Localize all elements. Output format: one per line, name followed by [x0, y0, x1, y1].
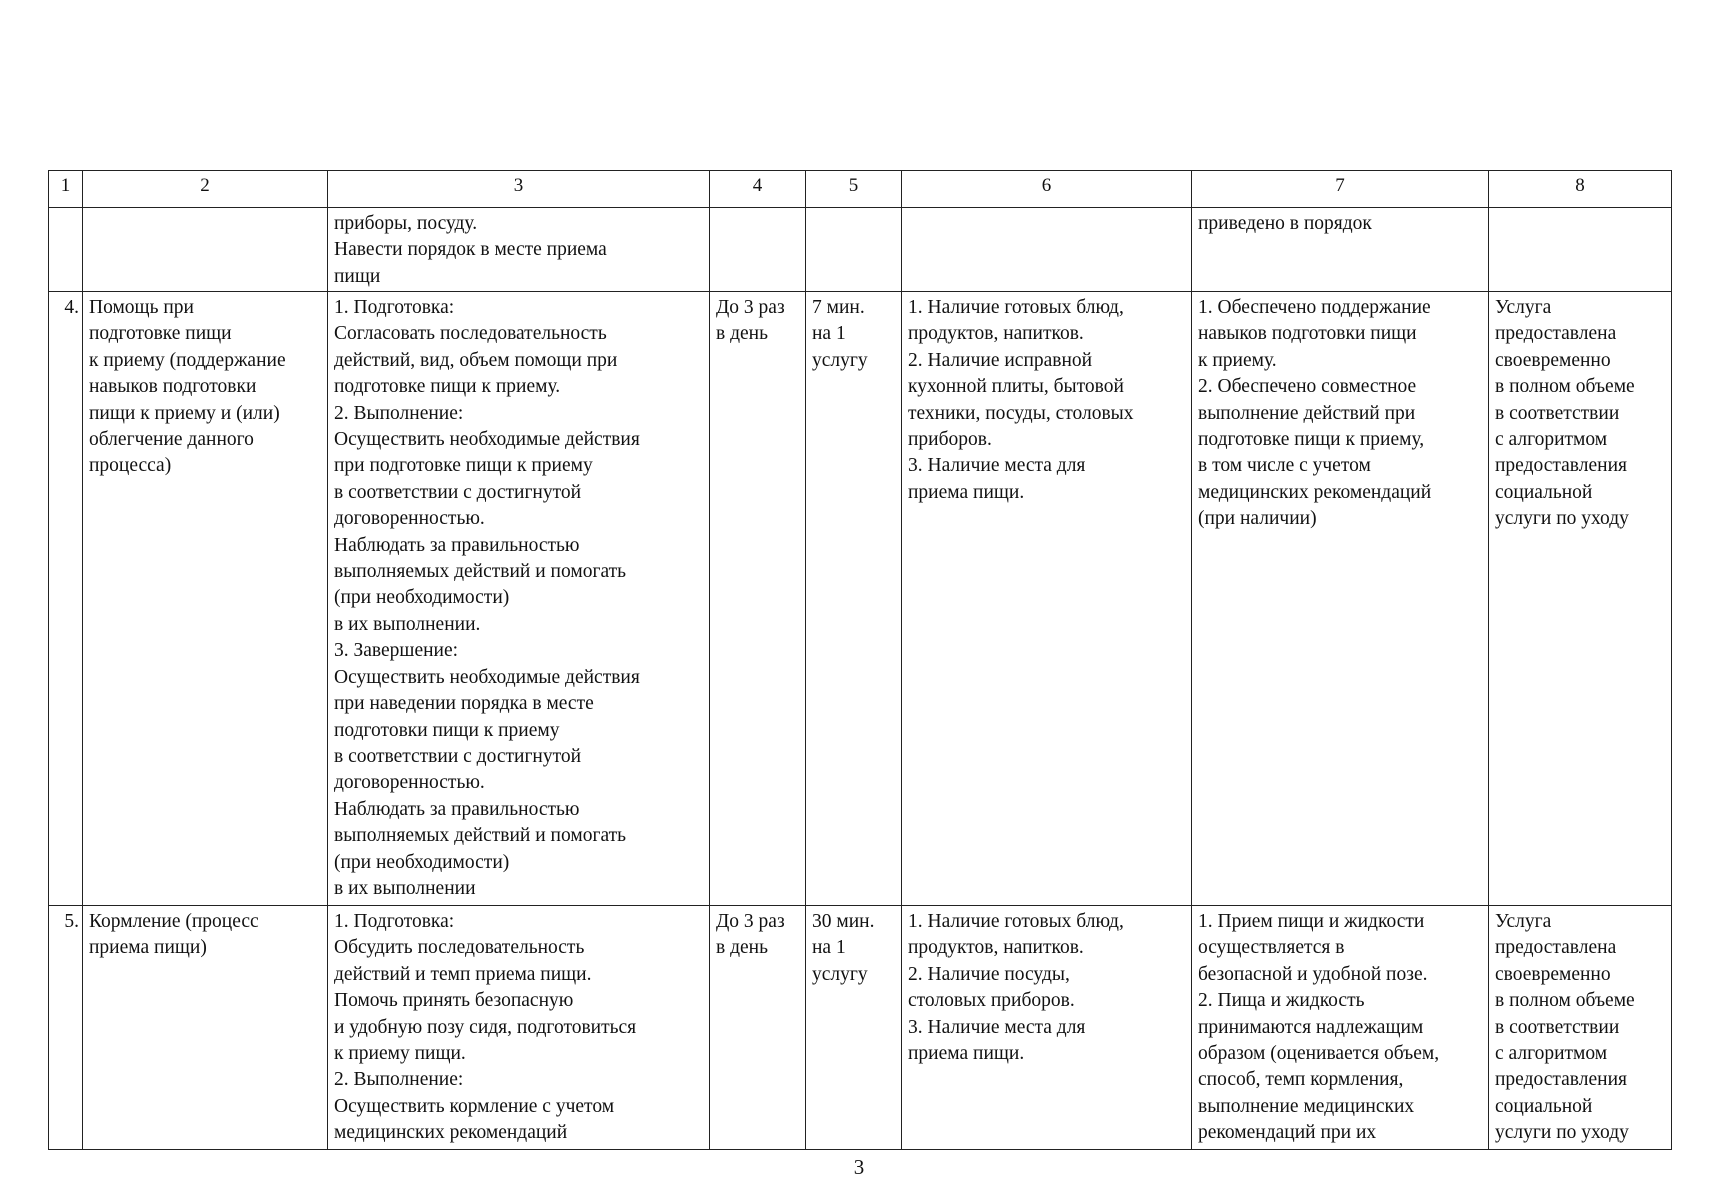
cell-line: предоставления [1495, 1069, 1627, 1091]
cell-line: при подготовке пищи к приему [334, 455, 593, 477]
cell-line: До 3 раз [716, 297, 785, 318]
row-number-cell: 5. [49, 906, 83, 1150]
cell-line: Помочь принять безопасную [334, 990, 574, 1012]
service-actions-cell [328, 292, 710, 906]
cell-line: техники, посуды, столовых [908, 402, 1134, 424]
cell-line: 3. Наличие места для [908, 1016, 1086, 1038]
cell-line: пищи к приему и (или) [89, 402, 280, 424]
cell-line: медицинских рекомендаций [1198, 481, 1432, 503]
cell-line: в том числе с учетом [1198, 455, 1371, 477]
service-actions-cell [328, 208, 710, 292]
column-number-cell: 7 [1192, 171, 1489, 208]
cell-line: приведено в порядок [1198, 213, 1372, 234]
cell-line: Услуга [1495, 911, 1552, 932]
evaluation-cell [1489, 208, 1672, 292]
cell-line: с алгоритмом [1495, 429, 1608, 451]
conditions-cell [902, 208, 1192, 292]
column-number-cell: 4 [710, 171, 806, 208]
service-name-cell [83, 208, 328, 292]
cell-line: Наблюдать за правильностью [334, 798, 580, 820]
cell-line: приборов. [908, 429, 992, 451]
column-number-cell: 8 [1489, 171, 1672, 208]
results-cell [1192, 292, 1489, 906]
cell-line: продуктов, напитков. [908, 323, 1084, 345]
cell-line: подготовке пищи к приему. [334, 376, 561, 398]
cell-line: пищи [334, 265, 381, 287]
cell-line: действий и темп приема пищи. [334, 963, 592, 985]
frequency-cell [710, 208, 806, 292]
column-number-row [49, 171, 1672, 208]
cell-line: предоставления [1495, 455, 1627, 477]
cell-line: Услуга [1495, 297, 1552, 318]
cell-line: выполнение действий при [1198, 402, 1416, 424]
cell-line: подготовке пищи к приему, [1198, 429, 1425, 451]
cell-line: 1. Обеспечено поддержание [1198, 297, 1431, 318]
cell-line: медицинских рекомендаций [334, 1122, 568, 1144]
cell-line: в соответствии с достигнутой [334, 745, 582, 767]
cell-line: безопасной и удобной позе. [1198, 963, 1428, 985]
cell-line: действий, вид, объем помощи при [334, 349, 618, 371]
cell-line: кухонной плиты, бытовой [908, 376, 1124, 398]
column-number-cell: 1 [49, 171, 83, 208]
cell-line: Согласовать последовательность [334, 323, 607, 345]
results-cell [1192, 208, 1489, 292]
cell-line: предоставлена [1495, 937, 1617, 959]
cell-line: Осуществить необходимые действия [334, 429, 640, 451]
cell-line: 2. Наличие исправной [908, 349, 1093, 371]
cell-line: своевременно [1495, 963, 1611, 985]
cell-line: Осуществить необходимые действия [334, 666, 640, 688]
cell-line: в полном объеме [1495, 376, 1635, 398]
cell-line: рекомендаций при их [1198, 1122, 1377, 1144]
cell-line: в день [716, 937, 768, 959]
table-row [49, 208, 1672, 292]
cell-line: 2. Выполнение: [334, 402, 464, 424]
cell-line: приема пищи. [908, 1043, 1025, 1065]
cell-line: выполнение медицинских [1198, 1095, 1415, 1117]
cell-line: подготовке пищи [89, 323, 232, 345]
table-row [49, 906, 1672, 1150]
cell-line: с алгоритмом [1495, 1043, 1608, 1065]
row-number-cell [49, 208, 83, 292]
cell-line: в соответствии [1495, 1016, 1620, 1038]
cell-line: Осуществить кормление с учетом [334, 1095, 615, 1117]
frequency-cell [710, 906, 806, 1150]
service-name-cell [83, 292, 328, 906]
cell-line: принимаются надлежащим [1198, 1016, 1424, 1038]
cell-line: продуктов, напитков. [908, 937, 1084, 959]
cell-line: 2. Обеспечено совместное [1198, 376, 1417, 398]
cell-line: Навести порядок в месте приема [334, 239, 607, 261]
cell-line: услугу [812, 349, 868, 371]
cell-line: 3. Завершение: [334, 640, 459, 662]
cell-line: выполняемых действий и помогать [334, 561, 627, 583]
duration-cell [806, 292, 902, 906]
cell-line: в день [716, 323, 768, 345]
cell-line: навыков подготовки пищи [1198, 323, 1417, 345]
row-number-cell: 4. [49, 292, 83, 906]
cell-line: услуги по уходу [1495, 1122, 1629, 1144]
cell-line: к приему. [1198, 349, 1277, 371]
conditions-cell [902, 906, 1192, 1150]
column-number-cell: 3 [328, 171, 710, 208]
cell-line: к приему (поддержание [89, 349, 286, 371]
cell-line: 2. Пища и жидкость [1198, 990, 1365, 1012]
column-number-cell: 5 [806, 171, 902, 208]
evaluation-cell [1489, 292, 1672, 906]
page-number: 3 [853, 1155, 865, 1179]
service-actions-cell [328, 906, 710, 1150]
cell-line: при наведении порядка в месте [334, 693, 594, 715]
cell-line: Кормление (процесс [89, 911, 259, 932]
cell-line: облегчение данного [89, 429, 254, 451]
cell-line: 7 мин. [812, 297, 865, 318]
cell-line: До 3 раз [716, 911, 785, 932]
conditions-cell [902, 292, 1192, 906]
cell-line: процесса) [89, 455, 172, 477]
cell-line: (при необходимости) [334, 851, 510, 873]
cell-line: приборы, посуду. [334, 213, 478, 234]
cell-line: на 1 [812, 937, 846, 959]
cell-line: 1. Подготовка: [334, 911, 455, 932]
column-number-cell: 2 [83, 171, 328, 208]
cell-line: (при наличии) [1198, 508, 1317, 530]
cell-line: подготовки пищи к приему [334, 719, 560, 741]
cell-line: и удобную позу сидя, подготовиться [334, 1016, 637, 1038]
cell-line: Обсудить последовательность [334, 937, 585, 959]
column-number-cell: 6 [902, 171, 1192, 208]
cell-line: социальной [1495, 481, 1593, 503]
evaluation-cell [1489, 906, 1672, 1150]
results-cell [1192, 906, 1489, 1150]
cell-line: услуги по уходу [1495, 508, 1629, 530]
cell-line: приема пищи. [908, 481, 1025, 503]
cell-line: договоренностью. [334, 772, 485, 794]
services-table [48, 170, 1672, 1150]
cell-line: 1. Прием пищи и жидкости [1198, 911, 1425, 932]
cell-line: (при необходимости) [334, 587, 510, 609]
cell-line: 30 мин. [812, 911, 875, 932]
cell-line: осуществляется в [1198, 937, 1345, 959]
cell-line: 1. Подготовка: [334, 297, 455, 318]
cell-line: 2. Наличие посуды, [908, 963, 1070, 985]
service-name-cell [83, 906, 328, 1150]
cell-line: выполняемых действий и помогать [334, 825, 627, 847]
cell-line: в полном объеме [1495, 990, 1635, 1012]
cell-line: Помощь при [89, 297, 194, 318]
cell-line: приема пищи) [89, 937, 207, 959]
cell-line: в соответствии с достигнутой [334, 481, 582, 503]
frequency-cell [710, 292, 806, 906]
cell-line: предоставлена [1495, 323, 1617, 345]
cell-line: 1. Наличие готовых блюд, [908, 297, 1124, 318]
cell-line: столовых приборов. [908, 990, 1075, 1012]
table-row [49, 292, 1672, 906]
cell-line: Наблюдать за правильностью [334, 534, 580, 556]
cell-line: социальной [1495, 1095, 1593, 1117]
cell-line: в соответствии [1495, 402, 1620, 424]
cell-line: способ, темп кормления, [1198, 1069, 1404, 1091]
cell-line: 1. Наличие готовых блюд, [908, 911, 1124, 932]
cell-line: услугу [812, 963, 868, 985]
duration-cell [806, 208, 902, 292]
cell-line: 3. Наличие места для [908, 455, 1086, 477]
cell-line: 2. Выполнение: [334, 1069, 464, 1091]
cell-line: на 1 [812, 323, 846, 345]
cell-line: навыков подготовки [89, 376, 257, 398]
cell-line: в их выполнении [334, 877, 476, 899]
cell-line: своевременно [1495, 349, 1611, 371]
duration-cell [806, 906, 902, 1150]
cell-line: в их выполнении. [334, 613, 481, 635]
cell-line: к приему пищи. [334, 1043, 466, 1065]
cell-line: образом (оценивается объем, [1198, 1043, 1440, 1065]
cell-line: договоренностью. [334, 508, 485, 530]
